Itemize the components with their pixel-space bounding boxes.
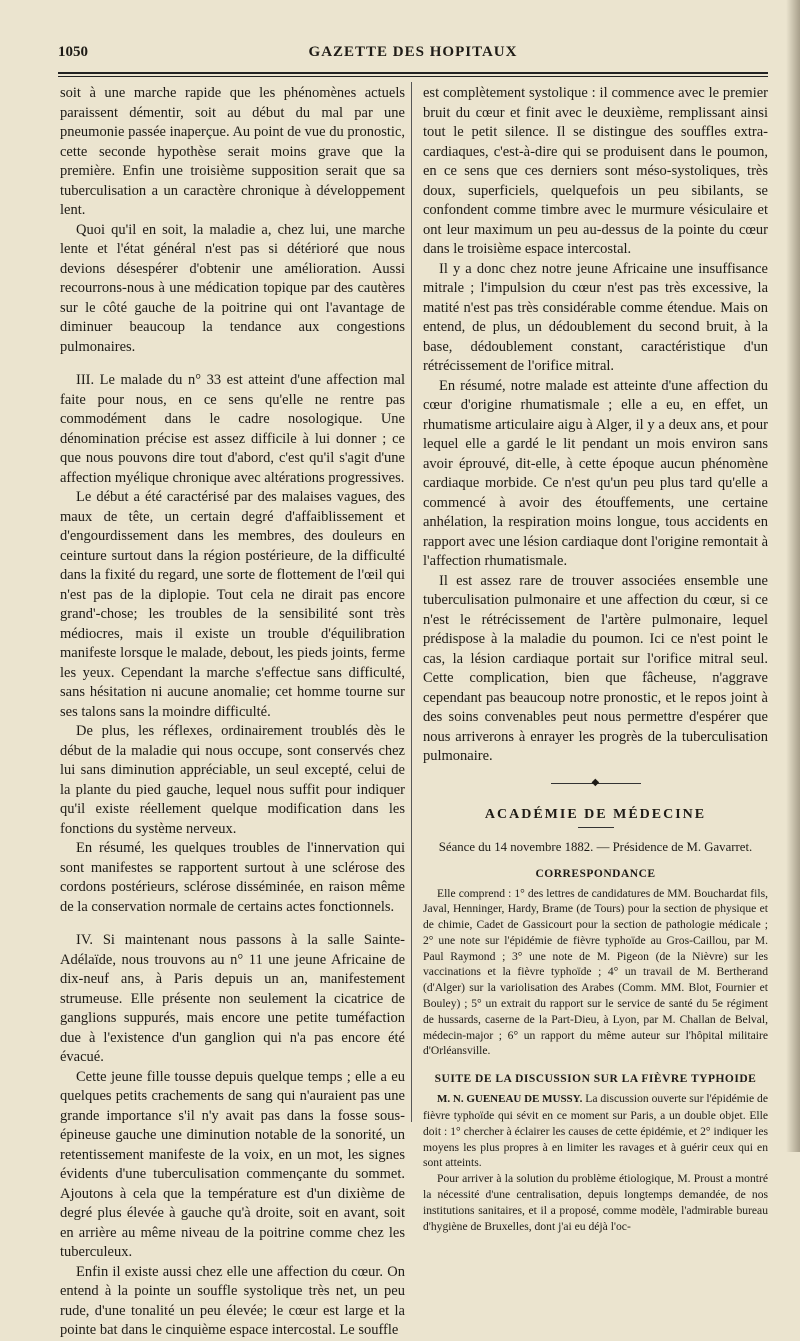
paragraph: Enfin il existe aussi chez elle une affection du cœur. On entend à la pointe un souffle systolique très net, un peu rude, d'une tonalité un peu élevée; le cœur est large et la pointe bat dans le cinquième espace intercostal. Le souffle <box>60 1263 405 1338</box>
paragraph: soit à une marche rapide que les phénomènes actuels paraissent démentir, soit au début du mal par une pneumonie passée inaperçue. Au point de vue du pronostic, cette seconde hypothèse serait moins grave que la première. Enfin une troisième supposition serait que sa tuberculisation a un caractère chronique à développement lent. <box>60 85 405 218</box>
page-number: 1050 <box>58 44 88 60</box>
speaker-name: M. N. GUENEAU DE MUSSY. <box>437 1093 583 1106</box>
left-column <box>60 84 405 1338</box>
paragraph: IV. Si maintenant nous passons à la salle Sainte-Adélaïde, nous trouvons au n° 11 une jeune Africaine de dix-neuf ans, à Paris depuis un an, manifestement strumeuse. Elle présente non seulement la cicatrice de ganglions suppurés, mais encore une petite tuméfaction due à l'existence d'un ganglion qui n'a pas encore été évacué. <box>60 932 405 1065</box>
page-edge-shadow <box>786 0 800 1152</box>
section-short-rule <box>578 827 614 828</box>
paragraph: En résumé, les quelques troubles de l'innervation qui sont manifestes se rapportent surtout à une sclérose des cordons postérieurs, sclérose disséminée, en raison même de la conservation normale de certains actes fonctionnels. <box>60 840 405 915</box>
paragraph: Il est assez rare de trouver associées ensemble une tuberculisation pulmonaire et une affection du cœur, si ce n'est le rétrécissement de l'artère pulmonaire, lequel prédispose à la maladie du poumon. Ici ce n'est point le cas, la lésion cardiaque portait sur l'orifice mitral seul. Cette complication, bien que fâcheuse, n'aggrave cependant pas beaucoup notre pronostic, et le repos joint à des soins convenables peut nous permettre d'espérer que nous arriverons à enrayer les progrès de la tuberculisation pulmonaire. <box>423 572 768 764</box>
paragraph: est complètement systolique : il commence avec le premier bruit du cœur et finit avec le deuxième, remplissant ainsi tout le petit silence. Il se distingue des souffles extra-cardiaques, c'est-à-dire qui se produisent dans le poumon, en ce sens que ces derniers sont méso-systoliques, très doux, superficiels, quelquefois un peu sibilants, se confondent comme timbre avec le murmure vésiculaire et ont leur maximum un peu au-dessus de la pointe du cœur dans le troisième espace intercostal. <box>423 85 768 257</box>
ornament-diamond-icon: ◆ <box>591 776 600 788</box>
paragraph: Il y a donc chez notre jeune Africaine une insuffisance mitrale ; l'impulsion du cœur n'est pas très excessive, la matité n'est pas très considérable comme étendue. Mais on entend, de plus, un dédoublement du second bruit, à la base, dédoublement constant, caractéristique d'un rétrécissement de l'orifice mitral. <box>423 260 768 374</box>
journal-title: GAZETTE DES HOPITAUX <box>308 44 518 60</box>
discussion-heading: SUITE DE LA DISCUSSION SUR LA FIÈVRE TYPHOIDE <box>434 1073 757 1086</box>
paragraph: Le début a été caractérisé par des malaises vagues, des maux de tête, un certain degré d'affaiblissement et d'engourdissement dans les membres, des douleurs en ceinture surtout dans la région postérieure, de la difficulté dans la fixité du regard, une sorte de flottement de l'œil qui n'est pas de la diplopie. Tout cela ne dirait pas encore grand'-chose; les troubles de la sensibilité sont très médiocres, mais il existe un trouble d'équilibration manifeste lorsque le malade, debout, les pieds joints, ferme les yeux. Cependant la marche s'effectue sans difficulté, sans hésitation ni aucune anomalie; cet homme tourne sur ses talons sans la moindre difficulté. <box>60 489 405 720</box>
paragraph: Cette jeune fille tousse depuis quelque temps ; elle a eu quelques petits crachements de sang qui n'auraient pas une grande importance s'il n'y avait pas dans la fosse sous-épineuse gauche une diminution notable de la sonorité, un retentissement manifeste de la voix, en un mot, les signes évidents d'une tuberculisation commençante du sommet. Ajoutons à cela que la température est d'un dixième de degré plus élevée à gauche qu'à droite, soit en avant, soit en arrière au même niveau de la poitrine comme chez les tuberculeux. <box>60 1068 405 1260</box>
paragraph: Quoi qu'il en soit, la maladie a, chez lui, une marche lente et l'état général n'est pas si détérioré que nous devions désespérer d'obtenir une amélioration. Aussi recourrons-nous à une médication topique par des cautères sur le côté gauche de la poitrine qui ont l'avantage de diminuer beaucoup la tendance aux congestions pulmonaires. <box>60 221 405 355</box>
page-header <box>58 44 768 66</box>
discussion-text: La discussion ouverte sur l'épidémie de fièvre typhoïde qui sévit en ce moment sur Paris, a un double objet. Elle doit : 1° chercher à éclairer les causes de cette épidémie, et 2° indiquer les moyens les plus propres à en limiter les ravages et à guérir ceux qui en sont atteints. <box>423 1092 768 1170</box>
session-line: Séance du 14 novembre 1882. — Présidence de M. Gavarret. <box>438 839 753 854</box>
column-divider <box>411 82 412 1122</box>
header-rule-thin <box>58 76 768 77</box>
paragraph: III. Le malade du n° 33 est atteint d'une affection mal faite pour nous, en ce sens qu'elle ne rentre pas commodément dans le cadre nosologique. Une dénomination précise est assez difficile à lui donner ; ce que nous pouvons dire tout d'abord, c'est qu'il s'agit d'une affection myélique chronique avec altérations progressives. <box>60 372 405 486</box>
section-title: ACADÉMIE DE MÉDECINE <box>484 806 707 822</box>
paragraph: En résumé, notre malade est atteinte d'une affection du cœur d'origine rhumatismale ; elle a eu, en effet, un rhumatisme articulaire aigu à Alger, il y a deux ans, et pour lequel elle a gardé le lit pendant un mois environ sans avoir éprouvé, dit-elle, à cette époque aucun phénomène cardiaque morbide. Ce n'est qu'un peu plus tard qu'elle a commencé à avoir des étouffements, une certaine anhélation, la respiration moins longue, tous accidents en rapport avec une lésion cardiaque dont l'origine remontait à l'affection rhumatismale. <box>423 377 768 569</box>
spacer <box>60 917 405 931</box>
header-rule-thick <box>58 72 768 74</box>
paragraph: De plus, les réflexes, ordinairement troublés dès le début de la maladie qui nous occupe, sont conservés chez lui sans diminution appréciable, un seul excepté, celui de la plante du pied gauche, lequel nous suffit pour indiquer qu'il existe réellement quelque modification dans les fonctions du système nerveux. <box>60 723 405 837</box>
correspondance-text: Elle comprend : 1° des lettres de candidatures de MM. Bouchardat fils, Javal, Henninger, Hardy, Brame (de Tours) pour la section de physique et de chimie, Cadet de Gassicourt pour la section de pathologie médicale ; 2° une note sur l'épidémie de fièvre typhoïde au Gros-Caillou, par M. Paul Raymond ; 3° une note de M. Pigeon (de la Nièvre) sur les vaccinations et la fièvre typhoïde ; 4° un travail de M. Bertherand (d'Alger) sur la variolisation des Arabes (Comm. MM. Blot, Fournier et Bouley) ; 5° un extrait du rapport sur le service de santé du 5e régiment de hussards, caserne de la Part-Dieu, à Lyon, par M. Challan de Belval, médecin-major ; 6° un rapport du même auteur sur l'hôpital militaire d'Orléansville. <box>423 886 768 1058</box>
spacer <box>60 357 405 371</box>
correspondance-heading: CORRESPONDANCE <box>535 867 656 880</box>
right-column <box>423 84 768 1233</box>
discussion-text: Pour arriver à la solution du problème étiologique, M. Proust a montré la nécessité d'une centralisation, depuis longtemps demandée, de nos institutions sanitaires, et il a proposé, comme modèle, l'admirable bureau d'hygiène de Bruxelles, dont j'ai eu déjà l'oc- <box>423 1172 768 1233</box>
section-ornament <box>423 767 768 797</box>
